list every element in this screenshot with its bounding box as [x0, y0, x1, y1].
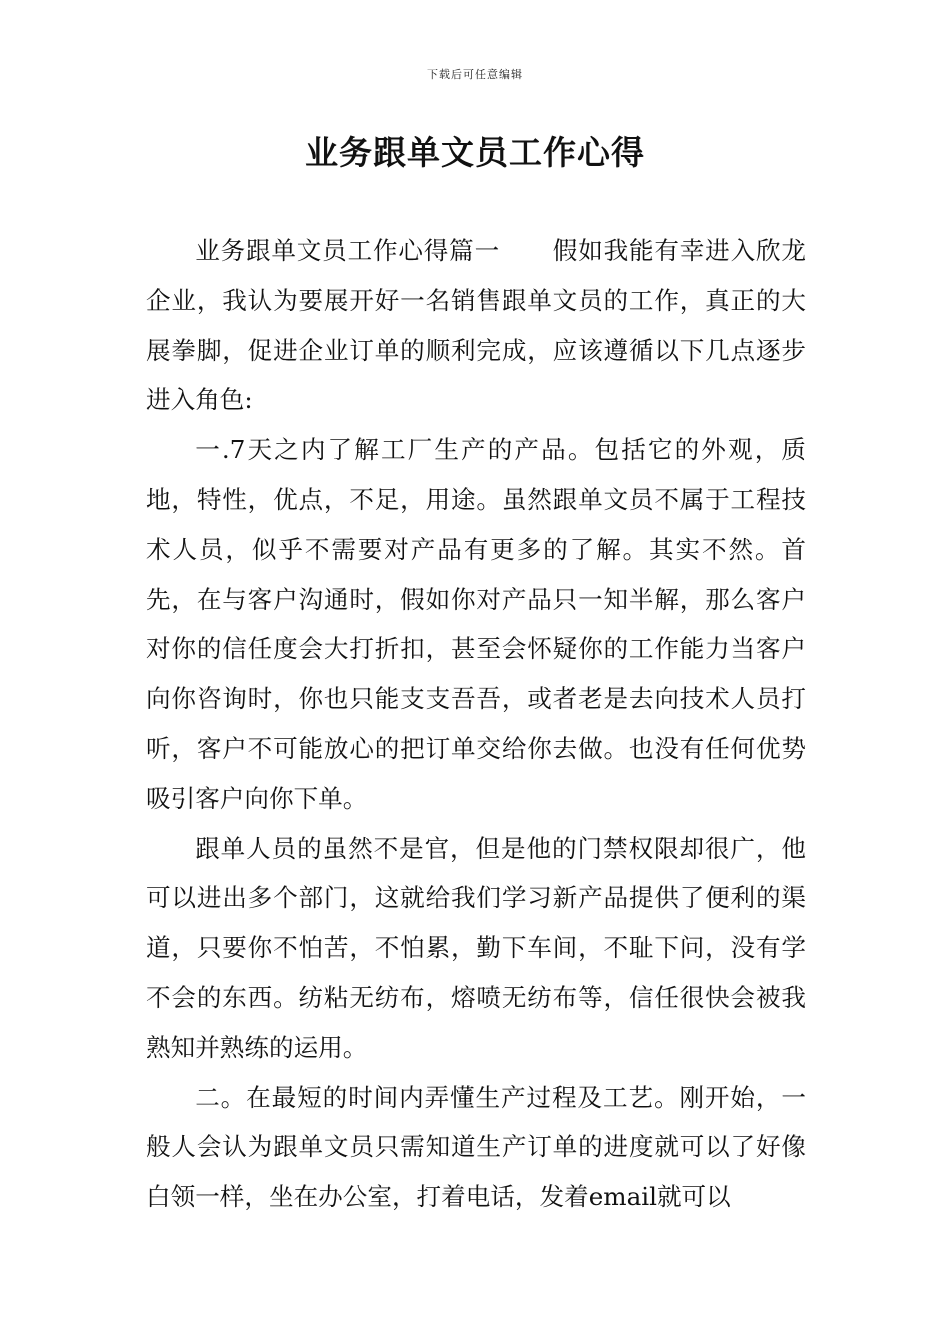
paragraph-1-text: 假如我能有幸进入欣龙企业，我认为要展开好一名销售跟单文员的工作，真正的大展拳脚，促进企业订单的顺利完成，应该遵循以下几点逐步进入角色:: [146, 236, 806, 415]
paragraph-1-lead: 业务跟单文员工作心得篇一: [195, 236, 500, 265]
paragraph-3: 跟单人员的虽然不是官，但是他的门禁权限却很广，他可以进出多个部门，这就给我们学习新产品提供了便利的渠道，只要你不怕苦，不怕累，勤下车间，不耻下问，没有学不会的东西。纺粘无纺布，熔喷无纺布等，信任很快会被我熟知并熟练的运用。: [146, 833, 806, 1062]
paragraph-4: 二。在最短的时间内弄懂生产过程及工艺。刚开始，一般人会认为跟单文员只需知道生产订单的进度就可以了好像白领一样，坐在办公室，打着电话，发着email就可以: [146, 1082, 806, 1212]
paragraph-1: [146, 226, 806, 425]
document-title: 业务跟单文员工作心得: [305, 133, 645, 172]
header-note: 下载后可任意编辑: [427, 68, 523, 81]
document-body: [146, 226, 806, 1222]
paragraph-2: 一.7天之内了解工厂生产的产品。包括它的外观，质地，特性，优点，不足，用途。虽然跟单文员不属于工程技术人员，似乎不需要对产品有更多的了解。其实不然。首先，在与客户沟通时，假如你对产品只一知半解，那么客户对你的信任度会大打折扣，甚至会怀疑你的工作能力当客户向你咨询时，你也只能支支吾吾，或者老是去向技术人员打听，客户不可能放心的把订单交给你去做。也没有任何优势吸引客户向你下单。: [146, 435, 806, 813]
